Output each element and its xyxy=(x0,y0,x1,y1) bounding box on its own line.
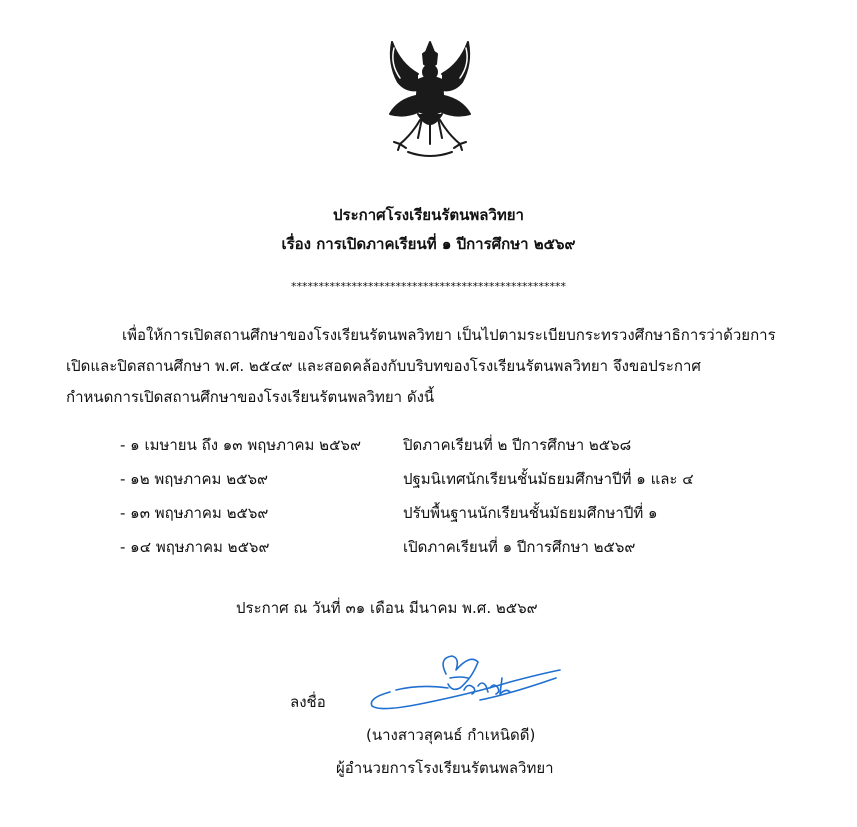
garuda-emblem-icon xyxy=(378,34,482,162)
document-subject: เรื่อง การเปิดภาคเรียนที่ ๑ ปีการศึกษา ๒๕๖๙ xyxy=(281,235,576,253)
schedule-date: - ๑ เมษายน ถึง ๑๓ พฤษภาคม ๒๕๖๙ xyxy=(120,436,361,454)
signer-name: (นางสาวสุคนธ์ กำเหนิดดี) xyxy=(366,726,536,744)
separator-line: ************************************************** xyxy=(291,280,566,293)
handwritten-signature xyxy=(360,648,570,718)
body-line: กำหนดการเปิดสถานศึกษาของโรงเรียนรัตนพลวิทยา ดังนี้ xyxy=(66,388,435,406)
signer-position: ผู้อำนวยการโรงเรียนรัตนพลวิทยา xyxy=(336,759,554,777)
schedule-date: - ๑๔ พฤษภาคม ๒๕๖๙ xyxy=(120,538,270,556)
schedule-event: ปิดภาคเรียนที่ ๒ ปีการศึกษา ๒๕๖๘ xyxy=(403,436,632,454)
schedule-item xyxy=(120,501,740,535)
schedule-item xyxy=(120,467,740,501)
schedule-event: ปฐมนิเทศนักเรียนชั้นมัธยมศึกษาปีที่ ๑ และ ๔ xyxy=(403,470,694,488)
body-line: เปิดและปิดสถานศึกษา พ.ศ. ๒๕๔๙ และสอดคล้องกับบริบทของโรงเรียนรัตนพลวิทยา จึงขอประกาศ xyxy=(66,357,701,375)
schedule-event: ปรับพื้นฐานนักเรียนชั้นมัธยมศึกษาปีที่ ๑ xyxy=(403,504,658,522)
schedule-list xyxy=(120,433,740,569)
schedule-item xyxy=(120,433,740,467)
document-title: ประกาศโรงเรียนรัตนพลวิทยา xyxy=(333,206,524,224)
body-line: เพื่อให้การเปิดสถานศึกษาของโรงเรียนรัตนพลวิทยา เป็นไปตามระเบียบกระทรวงศึกษาธิการว่าด้วยการ xyxy=(122,326,776,344)
announcement-date: ประกาศ ณ วันที่ ๓๑ เดือน มีนาคม พ.ศ. ๒๕๖๙ xyxy=(236,599,538,617)
schedule-event: เปิดภาคเรียนที่ ๑ ปีการศึกษา ๒๕๖๙ xyxy=(403,538,636,556)
schedule-date: - ๑๓ พฤษภาคม ๒๕๖๙ xyxy=(120,504,269,522)
signature-label: ลงชื่อ xyxy=(290,693,326,711)
schedule-item xyxy=(120,535,740,569)
schedule-date: - ๑๒ พฤษภาคม ๒๕๖๙ xyxy=(120,470,268,488)
body-paragraph xyxy=(66,320,782,413)
